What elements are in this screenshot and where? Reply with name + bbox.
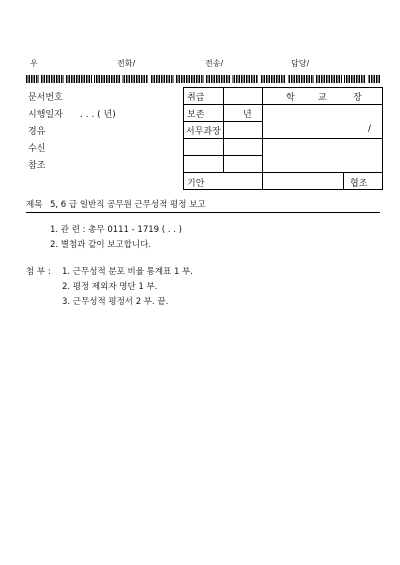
subject-underline [26,212,380,213]
header-divider-band [26,75,380,83]
reference-label: 참조 [28,161,46,171]
via-label: 경유 [28,127,46,137]
principal-char-1: 학 [286,93,295,103]
subject-label: 제목 [26,200,43,210]
exec-date-value: . . . ( 년) [80,110,116,120]
recipient-label: 수신 [28,144,46,154]
attachment-item-1: 1. 근무성적 분포 비율 통계표 1 부. [62,267,193,277]
preservation-unit: 년 [243,110,252,120]
attachment-item-3: 3. 근무성적 평정서 2 부. 끝. [62,297,169,307]
principal-char-2: 교 [318,93,327,103]
principal-char-3: 장 [353,93,362,103]
section-chief-label: 서무과장 [186,127,221,137]
fax-label: 전송/ [205,59,224,68]
preservation-label: 보존 [187,110,205,120]
attachments-label: 첨 부 : [26,267,51,277]
exec-date-label: 시행일자 [28,110,63,120]
draft-label: 기안 [187,179,205,189]
doc-number-label: 문서번호 [28,93,63,103]
cooperation-label: 협조 [350,179,368,189]
body-item-2: 2. 별첨과 같이 보고합니다. [50,240,152,250]
attachment-item-2: 2. 평정 제외자 명단 1 부. [62,282,158,292]
handling-label: 취급 [187,93,205,103]
address-label: 우 [30,59,38,68]
section-chief-slash: / [368,124,372,134]
body-item-1: 1. 관 련 : 총무 0111 - 1719 ( . . ) [50,225,182,235]
subject-text: 5, 6 급 일반직 공무원 근무성적 평정 보고 [50,200,206,210]
manager-label: 담당/ [291,59,310,68]
phone-label: 전화/ [117,59,136,68]
